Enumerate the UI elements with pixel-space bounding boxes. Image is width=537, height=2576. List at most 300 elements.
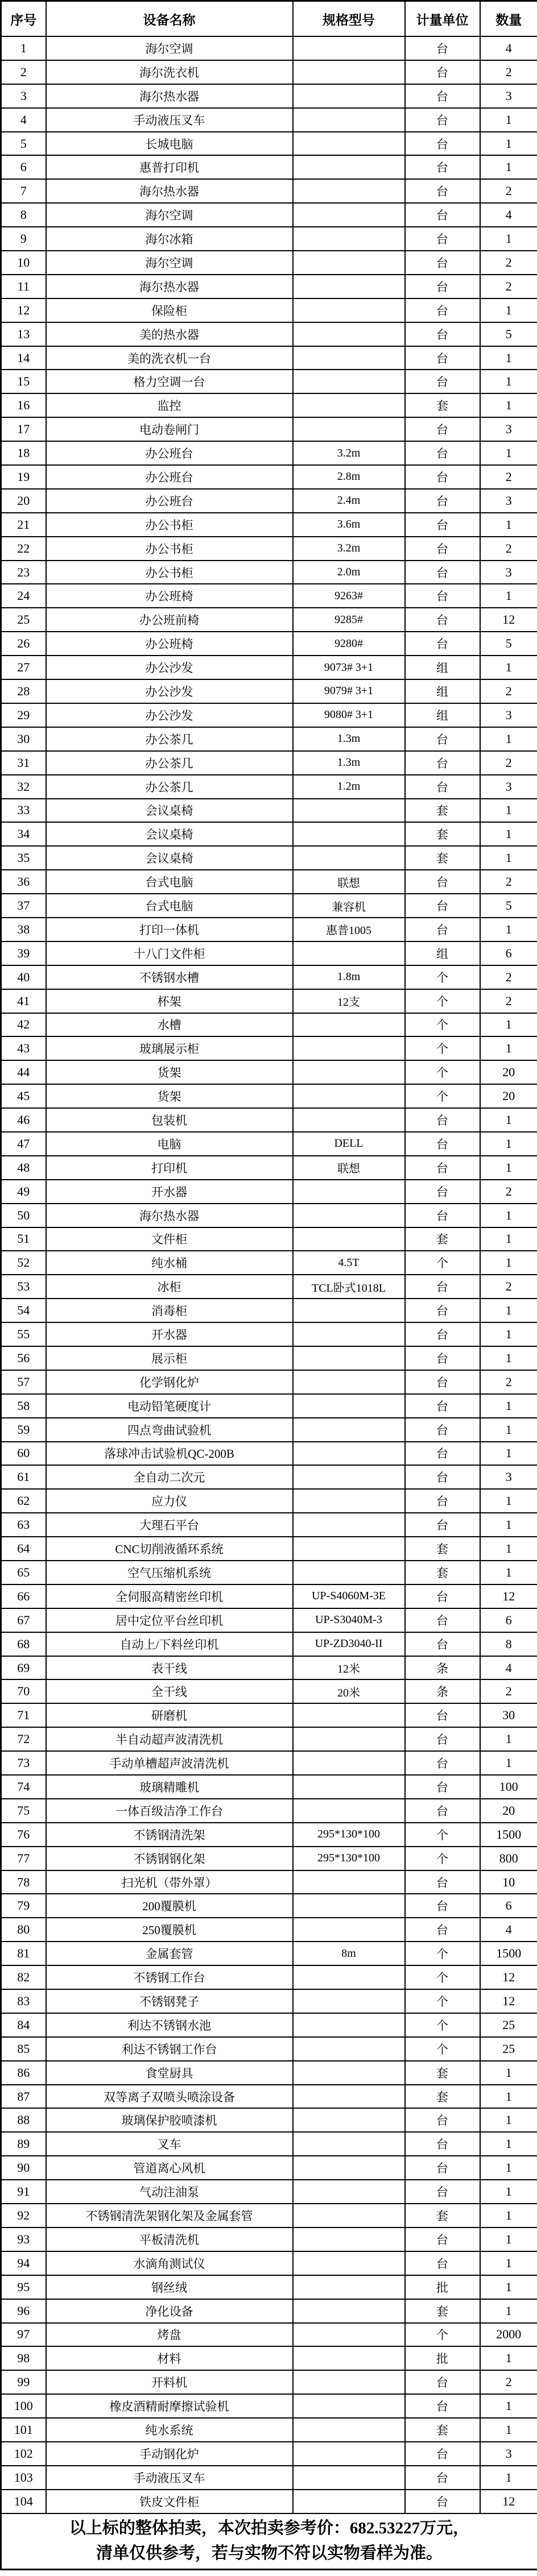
cell-unit: 台 — [405, 203, 480, 227]
cell-spec-model — [293, 203, 405, 227]
cell-unit: 台 — [405, 132, 480, 156]
table-row — [1, 513, 537, 537]
cell-unit: 台 — [405, 1727, 480, 1751]
cell-unit: 台 — [405, 1775, 480, 1799]
cell-quantity: 1 — [480, 441, 537, 465]
cell-unit: 条 — [405, 1679, 480, 1703]
table-row — [1, 370, 537, 393]
cell-spec-model: 9285# — [293, 608, 405, 632]
table-row — [1, 561, 537, 584]
cell-unit: 台 — [405, 227, 480, 251]
cell-equipment-name: 开水器 — [46, 1180, 293, 1204]
cell-quantity: 2 — [480, 965, 537, 989]
table-row — [1, 1442, 537, 1466]
cell-serial-number: 79 — [1, 1894, 46, 1918]
table-row — [1, 679, 537, 703]
cell-quantity: 1 — [480, 1394, 537, 1418]
cell-quantity: 1 — [480, 1227, 537, 1251]
cell-equipment-name: 半自动超声波清洗机 — [46, 1727, 293, 1751]
cell-serial-number: 20 — [1, 489, 46, 513]
cell-quantity: 3 — [480, 84, 537, 108]
table-row — [1, 275, 537, 298]
column-header-equipment-name: 设备名称 — [46, 1, 293, 37]
cell-quantity: 2 — [480, 275, 537, 298]
cell-spec-model — [293, 2061, 405, 2085]
cell-equipment-name: 电动铅笔硬度计 — [46, 1394, 293, 1418]
cell-unit: 台 — [405, 584, 480, 608]
cell-unit: 台 — [405, 179, 480, 203]
cell-spec-model: 12支 — [293, 989, 405, 1013]
cell-serial-number: 53 — [1, 1275, 46, 1299]
table-row — [1, 632, 537, 656]
table-row — [1, 1870, 537, 1894]
cell-unit: 台 — [405, 1894, 480, 1918]
table-row — [1, 965, 537, 989]
cell-spec-model — [293, 2418, 405, 2442]
cell-equipment-name: 监控 — [46, 393, 293, 417]
cell-spec-model: 9079# 3+1 — [293, 679, 405, 703]
cell-equipment-name: 海尔空调 — [46, 251, 293, 275]
table-row — [1, 1418, 537, 1442]
cell-serial-number: 5 — [1, 132, 46, 156]
cell-quantity: 2 — [480, 1180, 537, 1204]
cell-unit: 个 — [405, 1823, 480, 1847]
cell-spec-model — [293, 1204, 405, 1227]
cell-serial-number: 93 — [1, 2227, 46, 2251]
cell-serial-number: 71 — [1, 1703, 46, 1727]
cell-unit: 个 — [405, 1013, 480, 1037]
cell-unit: 台 — [405, 465, 480, 489]
cell-quantity: 1 — [480, 2227, 537, 2251]
cell-equipment-name: 办公班椅 — [46, 584, 293, 608]
cell-serial-number: 30 — [1, 727, 46, 751]
cell-spec-model — [293, 346, 405, 370]
table-row — [1, 1799, 537, 1823]
table-row — [1, 1847, 537, 1870]
cell-serial-number: 95 — [1, 2275, 46, 2299]
cell-spec-model — [293, 1751, 405, 1775]
cell-quantity: 1 — [480, 2132, 537, 2156]
table-row — [1, 1299, 537, 1322]
cell-equipment-name: 全自动二次元 — [46, 1465, 293, 1489]
cell-serial-number: 21 — [1, 513, 46, 537]
cell-equipment-name: 办公书柜 — [46, 537, 293, 561]
cell-quantity: 1 — [480, 513, 537, 537]
table-row — [1, 1823, 537, 1847]
cell-unit: 台 — [405, 1465, 480, 1489]
table-row — [1, 1465, 537, 1489]
cell-equipment-name: 电脑 — [46, 1132, 293, 1156]
table-row — [1, 1322, 537, 1346]
cell-quantity: 8 — [480, 1632, 537, 1656]
cell-serial-number: 60 — [1, 1442, 46, 1466]
cell-serial-number: 77 — [1, 1847, 46, 1870]
cell-equipment-name: 化学钢化炉 — [46, 1370, 293, 1394]
cell-quantity: 1 — [480, 227, 537, 251]
cell-equipment-name: 纯水系统 — [46, 2418, 293, 2442]
table-row — [1, 108, 537, 132]
cell-unit: 批 — [405, 2346, 480, 2370]
cell-equipment-name: 海尔热水器 — [46, 179, 293, 203]
cell-unit: 台 — [405, 155, 480, 179]
cell-equipment-name: 空气压缩机系统 — [46, 1561, 293, 1584]
cell-unit: 套 — [405, 2204, 480, 2227]
cell-quantity: 1 — [480, 108, 537, 132]
cell-unit: 套 — [405, 799, 480, 823]
cell-equipment-name: 一体百级洁净工作台 — [46, 1799, 293, 1823]
cell-unit: 台 — [405, 1204, 480, 1227]
table-row — [1, 2037, 537, 2061]
cell-equipment-name: 手动单槽超声波清洗机 — [46, 1751, 293, 1775]
table-row — [1, 1775, 537, 1799]
cell-equipment-name: 手动液压叉车 — [46, 2466, 293, 2490]
cell-serial-number: 74 — [1, 1775, 46, 1799]
cell-serial-number: 72 — [1, 1727, 46, 1751]
cell-equipment-name: 200覆膜机 — [46, 1894, 293, 1918]
cell-serial-number: 37 — [1, 894, 46, 918]
cell-equipment-name: 食堂厨具 — [46, 2061, 293, 2085]
cell-equipment-name: 办公书柜 — [46, 513, 293, 537]
cell-serial-number: 83 — [1, 1989, 46, 2013]
cell-unit: 个 — [405, 1965, 480, 1989]
cell-spec-model — [293, 2346, 405, 2370]
cell-spec-model — [293, 275, 405, 298]
cell-spec-model: 2.8m — [293, 465, 405, 489]
cell-spec-model: 1.2m — [293, 775, 405, 799]
cell-quantity: 1 — [480, 1156, 537, 1180]
table-row — [1, 60, 537, 84]
cell-spec-model — [293, 1465, 405, 1489]
cell-spec-model — [293, 1727, 405, 1751]
cell-unit: 台 — [405, 2132, 480, 2156]
cell-equipment-name: 橡皮酒精耐摩擦试验机 — [46, 2394, 293, 2418]
table-row — [1, 1084, 537, 1108]
cell-quantity: 2 — [480, 465, 537, 489]
table-row — [1, 846, 537, 870]
cell-unit: 台 — [405, 2251, 480, 2275]
cell-equipment-name: 玻璃精雕机 — [46, 1775, 293, 1799]
cell-serial-number: 34 — [1, 822, 46, 846]
cell-serial-number: 8 — [1, 203, 46, 227]
table-row — [1, 1060, 537, 1084]
table-row — [1, 1013, 537, 1037]
table-row — [1, 894, 537, 918]
cell-serial-number: 3 — [1, 84, 46, 108]
header-row — [1, 1, 537, 37]
table-row — [1, 2275, 537, 2299]
cell-equipment-name: 台式电脑 — [46, 894, 293, 918]
cell-spec-model: TCL卧式1018L — [293, 1275, 405, 1299]
cell-quantity: 5 — [480, 632, 537, 656]
cell-unit: 个 — [405, 1251, 480, 1275]
cell-unit: 台 — [405, 1418, 480, 1442]
cell-unit: 台 — [405, 441, 480, 465]
table-row — [1, 465, 537, 489]
cell-serial-number: 10 — [1, 251, 46, 275]
cell-unit: 台 — [405, 1322, 480, 1346]
table-row — [1, 1513, 537, 1537]
cell-serial-number: 14 — [1, 346, 46, 370]
table-row — [1, 1489, 537, 1513]
table-row — [1, 751, 537, 775]
cell-serial-number: 39 — [1, 941, 46, 965]
table-row — [1, 393, 537, 417]
cell-unit: 套 — [405, 2061, 480, 2085]
cell-serial-number: 80 — [1, 1918, 46, 1942]
cell-quantity: 3 — [480, 1465, 537, 1489]
cell-unit: 台 — [405, 2227, 480, 2251]
cell-equipment-name: 打印一体机 — [46, 918, 293, 941]
table-row — [1, 1537, 537, 1561]
cell-equipment-name: 铁皮文件柜 — [46, 2490, 293, 2513]
cell-serial-number: 90 — [1, 2156, 46, 2180]
cell-equipment-name: 双等离子双喷头喷涂设备 — [46, 2085, 293, 2109]
cell-quantity: 30 — [480, 1703, 537, 1727]
cell-quantity: 1 — [480, 727, 537, 751]
cell-spec-model — [293, 1989, 405, 2013]
cell-spec-model — [293, 298, 405, 322]
cell-quantity: 1 — [480, 2061, 537, 2085]
cell-unit: 台 — [405, 108, 480, 132]
cell-spec-model — [293, 2013, 405, 2037]
table-row — [1, 1394, 537, 1418]
table-row — [1, 584, 537, 608]
cell-quantity: 2 — [480, 60, 537, 84]
table-row — [1, 799, 537, 823]
cell-spec-model — [293, 2227, 405, 2251]
cell-quantity: 1 — [480, 1036, 537, 1060]
cell-serial-number: 35 — [1, 846, 46, 870]
cell-unit: 组 — [405, 941, 480, 965]
cell-equipment-name: 货架 — [46, 1060, 293, 1084]
cell-quantity: 2 — [480, 1679, 537, 1703]
cell-spec-model: 2.4m — [293, 489, 405, 513]
column-header-quantity: 数量 — [480, 1, 537, 37]
cell-serial-number: 100 — [1, 2394, 46, 2418]
cell-quantity: 1 — [480, 656, 537, 679]
cell-quantity: 1 — [480, 822, 537, 846]
cell-unit: 台 — [405, 2108, 480, 2132]
table-footer — [1, 2513, 537, 2570]
cell-serial-number: 85 — [1, 2037, 46, 2061]
cell-spec-model — [293, 1036, 405, 1060]
table-row — [1, 2442, 537, 2466]
column-header-unit: 计量单位 — [405, 1, 480, 37]
column-header-spec-model: 规格型号 — [293, 1, 405, 37]
cell-equipment-name: 会议桌椅 — [46, 822, 293, 846]
cell-quantity: 1 — [480, 799, 537, 823]
cell-spec-model — [293, 1346, 405, 1370]
cell-equipment-name: 手动液压叉车 — [46, 108, 293, 132]
cell-serial-number: 63 — [1, 1513, 46, 1537]
cell-quantity: 2 — [480, 1370, 537, 1394]
table-row — [1, 322, 537, 346]
cell-spec-model: 1.3m — [293, 727, 405, 751]
cell-unit: 台 — [405, 1489, 480, 1513]
cell-spec-model — [293, 1108, 405, 1132]
table-row — [1, 989, 537, 1013]
footer-note-line-2: 清单仅供参考，若与实物不符以实物看样为准。 — [96, 2544, 443, 2562]
cell-quantity: 1 — [480, 1322, 537, 1346]
table-row — [1, 1632, 537, 1656]
cell-spec-model — [293, 822, 405, 846]
cell-unit: 台 — [405, 751, 480, 775]
cell-quantity: 1 — [480, 132, 537, 156]
cell-serial-number: 78 — [1, 1870, 46, 1894]
cell-spec-model — [293, 941, 405, 965]
cell-quantity: 1 — [480, 155, 537, 179]
cell-unit: 台 — [405, 1608, 480, 1632]
cell-unit: 台 — [405, 1275, 480, 1299]
cell-quantity: 3 — [480, 417, 537, 441]
cell-quantity: 12 — [480, 2490, 537, 2513]
cell-serial-number: 31 — [1, 751, 46, 775]
cell-spec-model — [293, 1180, 405, 1204]
table-body — [1, 36, 537, 2513]
cell-spec-model: 联想 — [293, 870, 405, 894]
cell-unit: 个 — [405, 1942, 480, 1965]
cell-serial-number: 55 — [1, 1322, 46, 1346]
cell-spec-model — [293, 1084, 405, 1108]
cell-unit: 台 — [405, 298, 480, 322]
cell-unit: 台 — [405, 489, 480, 513]
cell-equipment-name: 会议桌椅 — [46, 799, 293, 823]
cell-unit: 套 — [405, 846, 480, 870]
cell-unit: 组 — [405, 679, 480, 703]
cell-unit: 台 — [405, 1918, 480, 1942]
cell-spec-model — [293, 2108, 405, 2132]
table-row — [1, 1703, 537, 1727]
cell-spec-model — [293, 393, 405, 417]
table-row — [1, 251, 537, 275]
table-row — [1, 346, 537, 370]
cell-quantity: 3 — [480, 2442, 537, 2466]
cell-unit: 台 — [405, 370, 480, 393]
cell-equipment-name: 自动上/下料丝印机 — [46, 1632, 293, 1656]
cell-unit: 台 — [405, 60, 480, 84]
cell-serial-number: 38 — [1, 918, 46, 941]
cell-unit: 台 — [405, 275, 480, 298]
cell-serial-number: 61 — [1, 1465, 46, 1489]
cell-spec-model — [293, 1513, 405, 1537]
cell-equipment-name: 冰柜 — [46, 1275, 293, 1299]
cell-equipment-name: 办公茶几 — [46, 727, 293, 751]
cell-quantity: 1 — [480, 1251, 537, 1275]
cell-equipment-name: 办公沙发 — [46, 679, 293, 703]
cell-quantity: 1 — [480, 2085, 537, 2109]
cell-spec-model — [293, 1775, 405, 1799]
cell-equipment-name: 扫光机（带外罩） — [46, 1870, 293, 1894]
cell-quantity: 20 — [480, 1799, 537, 1823]
cell-quantity: 1 — [480, 2156, 537, 2180]
cell-spec-model — [293, 1561, 405, 1584]
cell-unit: 套 — [405, 2299, 480, 2323]
cell-unit: 台 — [405, 1156, 480, 1180]
cell-serial-number: 46 — [1, 1108, 46, 1132]
cell-spec-model — [293, 2204, 405, 2227]
cell-quantity: 4 — [480, 36, 537, 60]
cell-quantity: 3 — [480, 561, 537, 584]
cell-unit: 台 — [405, 1799, 480, 1823]
cell-unit: 套 — [405, 2085, 480, 2109]
cell-quantity: 2 — [480, 2370, 537, 2394]
cell-quantity: 1 — [480, 1299, 537, 1322]
table-row — [1, 227, 537, 251]
table-row — [1, 2013, 537, 2037]
cell-equipment-name: 表干线 — [46, 1656, 293, 1680]
cell-quantity: 1 — [480, 393, 537, 417]
cell-equipment-name: 办公茶几 — [46, 751, 293, 775]
cell-equipment-name: 美的热水器 — [46, 322, 293, 346]
cell-unit: 台 — [405, 2466, 480, 2490]
cell-serial-number: 67 — [1, 1608, 46, 1632]
cell-spec-model — [293, 799, 405, 823]
cell-equipment-name: 文件柜 — [46, 1227, 293, 1251]
cell-equipment-name: 海尔热水器 — [46, 275, 293, 298]
cell-serial-number: 73 — [1, 1751, 46, 1775]
cell-quantity: 1 — [480, 2346, 537, 2370]
cell-equipment-name: 惠普打印机 — [46, 155, 293, 179]
cell-serial-number: 56 — [1, 1346, 46, 1370]
cell-quantity: 1 — [480, 1346, 537, 1370]
table-row — [1, 1561, 537, 1584]
cell-serial-number: 59 — [1, 1418, 46, 1442]
cell-equipment-name: 不锈钢工作台 — [46, 1965, 293, 1989]
cell-serial-number: 92 — [1, 2204, 46, 2227]
cell-quantity: 1 — [480, 2394, 537, 2418]
cell-equipment-name: 办公沙发 — [46, 703, 293, 727]
table-row — [1, 1679, 537, 1703]
cell-quantity: 1 — [480, 2108, 537, 2132]
cell-serial-number: 102 — [1, 2442, 46, 2466]
cell-unit: 台 — [405, 2394, 480, 2418]
cell-equipment-name: 玻璃保护胶喷漆机 — [46, 2108, 293, 2132]
cell-serial-number: 9 — [1, 227, 46, 251]
cell-spec-model — [293, 1299, 405, 1322]
cell-equipment-name: 长城电脑 — [46, 132, 293, 156]
table-row — [1, 1227, 537, 1251]
cell-quantity: 4 — [480, 203, 537, 227]
cell-spec-model — [293, 2275, 405, 2299]
cell-equipment-name: 电动卷闸门 — [46, 417, 293, 441]
cell-equipment-name: 研磨机 — [46, 1703, 293, 1727]
table-row — [1, 2227, 537, 2251]
cell-spec-model — [293, 2299, 405, 2323]
cell-quantity: 6 — [480, 1894, 537, 1918]
cell-unit: 台 — [405, 1632, 480, 1656]
cell-spec-model — [293, 1489, 405, 1513]
cell-unit: 组 — [405, 656, 480, 679]
cell-unit: 台 — [405, 2490, 480, 2513]
cell-equipment-name: 250覆膜机 — [46, 1918, 293, 1942]
cell-serial-number: 4 — [1, 108, 46, 132]
cell-quantity: 1 — [480, 2204, 537, 2227]
cell-unit: 台 — [405, 1108, 480, 1132]
table-row — [1, 1894, 537, 1918]
cell-equipment-name: 利达不锈钢工作台 — [46, 2037, 293, 2061]
cell-spec-model — [293, 1227, 405, 1251]
cell-quantity: 1 — [480, 1489, 537, 1513]
table-row — [1, 1751, 537, 1775]
cell-equipment-name: 金属套管 — [46, 1942, 293, 1965]
cell-quantity: 12 — [480, 1989, 537, 2013]
cell-spec-model: 9080# 3+1 — [293, 703, 405, 727]
cell-serial-number: 42 — [1, 1013, 46, 1037]
cell-quantity: 20 — [480, 1084, 537, 1108]
cell-equipment-name: 办公茶几 — [46, 775, 293, 799]
cell-equipment-name: 落球冲击试验机QC-200B — [46, 1442, 293, 1466]
cell-spec-model: 9280# — [293, 632, 405, 656]
